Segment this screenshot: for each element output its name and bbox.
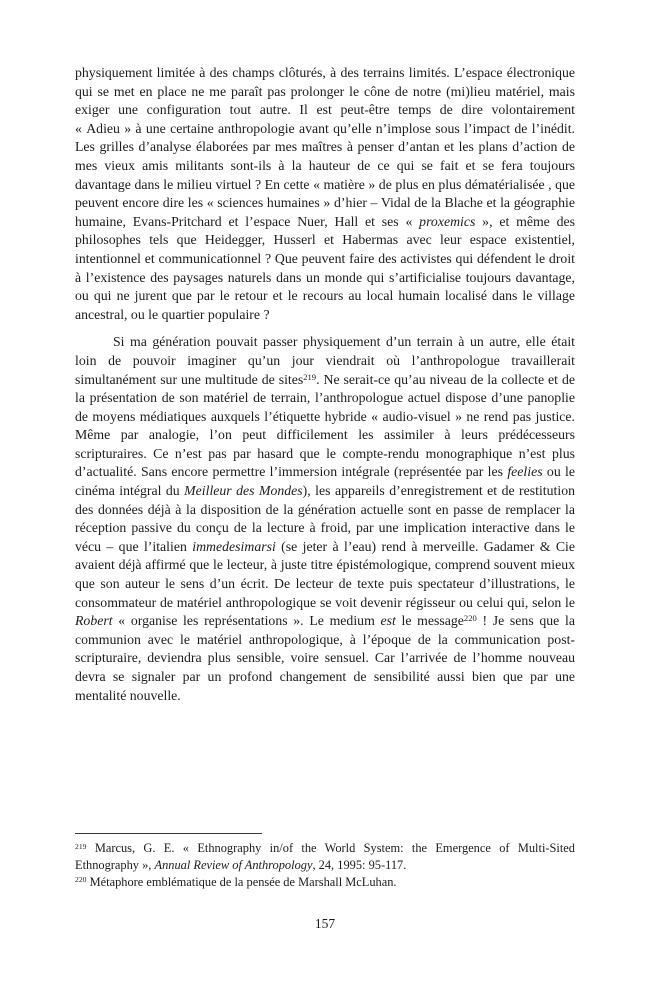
paragraph <box>75 333 575 705</box>
body-text <box>75 64 575 705</box>
text-run: ! Je sens que la communion avec le matériel anthropologique, à l’époque de la communication post-scripturaire, deviendra plus sensible, voire sensuel. Car l’arrivée de l’homme nouveau devra se signaler par un profond changement de sensibilité aussi bien que par une mentalité nouvelle. <box>75 613 575 703</box>
text-run: ou le cinéma intégral du <box>75 464 575 499</box>
text-run: . Ne serait-ce qu’au niveau de la collecte et de la présentation de son matériel de terrain, l’anthropologue actuel dispose d’une panoplie de moyens médiatiques auxquels l’étiquette hybride « audio-visuel » ne rend pas justice. Même par analogie, l’on peut difficilement les assimiler à leurs prédécesseurs scripturaires. Ce n’est pas par hasard que le compte-rendu monographique n’est plus d’actualité. Sans encore permettre l’immersion intégrale (représentée par les <box>75 371 575 480</box>
text-run: immedesimarsi <box>192 538 276 554</box>
text-run: Métaphore emblématique de la pensée de Marshall McLuhan. <box>86 874 397 889</box>
text-run: Meilleur des Mondes <box>184 483 303 499</box>
footnote-ref: 220 <box>463 613 477 624</box>
text-run: », et même des philosophes tels que Heidegger, Husserl et Habermas avec leur espace existentiel, intentionnel et communicationnel ? Que peuvent faire des activistes qui défendent le droit à l’existence des paysages naturels dans un monde qui s’artificialise toujours davantage, ou qui ne jurent que par le retour et le recours au local humain localisé dans le village ancestral, ou le quartier populaire ? <box>75 213 575 322</box>
text-run: Si ma génération pouvait passer physiquement d’un terrain à un autre, elle était loin de pouvoir imaginer qu’un jour viendrait où l’anthropologue travaillerait simultanément sur une multitude de sites <box>75 334 575 387</box>
footnote-separator <box>75 833 262 834</box>
text-run: feelies <box>507 464 543 480</box>
text-run: ), les appareils d’enregistrement et de restitution des données déjà à la disposition de la génération actuelle sont en passe de remplacer la réception passive du conçu de la lecture à froid, par une implication interactive dans le vécu – que l’italien <box>75 483 576 554</box>
text-run: le message <box>395 613 464 629</box>
page-number: 157 <box>314 916 336 931</box>
text-run: Annual Review of Anthropology <box>154 857 313 872</box>
paragraph <box>75 64 575 324</box>
footnote-ref: 220 <box>75 875 87 885</box>
text-run: est <box>380 613 396 629</box>
text-run: proxemics <box>419 213 476 229</box>
footnote <box>75 840 575 874</box>
footnote <box>75 874 575 891</box>
footnote-area <box>75 833 575 890</box>
footnote-ref: 219 <box>75 841 87 851</box>
footnotes <box>75 840 575 890</box>
text-run: « organise les représentations ». Le medium <box>112 613 381 629</box>
text-run: (se jeter à l’eau) rend à merveille. Gadamer & Cie avaient déjà affirmé que le lecteur, à juste titre épistémologique, comprend souvent mieux que son auteur le sens d’un écrit. De lecteur de texte puis spectateur d’illustrations, le consommateur de matériel anthropologique se voit devenir régisseur ou celui qui, selon le <box>75 538 575 610</box>
text-run: physiquement limitée à des champs clôturés, à des terrains limités. L’espace électronique qui se met en place ne me paraît pas prolonger le cône de notre (mi)lieu matériel, mais exiger une configuration tout autre. Il est peut-être temps de dire volontairement « Adieu » à une certaine anthropologie avant qu’elle n’implose sous l’impact de l’inédit. Les grilles d’analyse élaborées par mes maîtres à penser d’antan et les plans d’action de mes vieux amis militants sont-ils à la hauteur de ce qui se fait et se fera toujours davantage dans le milieu virtuel ? En cette « matière » de plus en plus dématérialisée , que peuvent encore dire les « sciences humaines » d’hier – Vidal de la Blache et la géographie humaine, Evans-Pritchard et l’espace Nuer, Hall et ses « <box>75 65 575 229</box>
text-run: Marcus, G. E. « Ethnography in/of the World System: the Emergence of Multi-Sited Ethnography », <box>75 841 575 872</box>
footnote-ref: 219 <box>303 371 317 382</box>
text-run: , 24, 1995: 95-117. <box>312 857 407 872</box>
text-run: Robert <box>75 613 113 629</box>
